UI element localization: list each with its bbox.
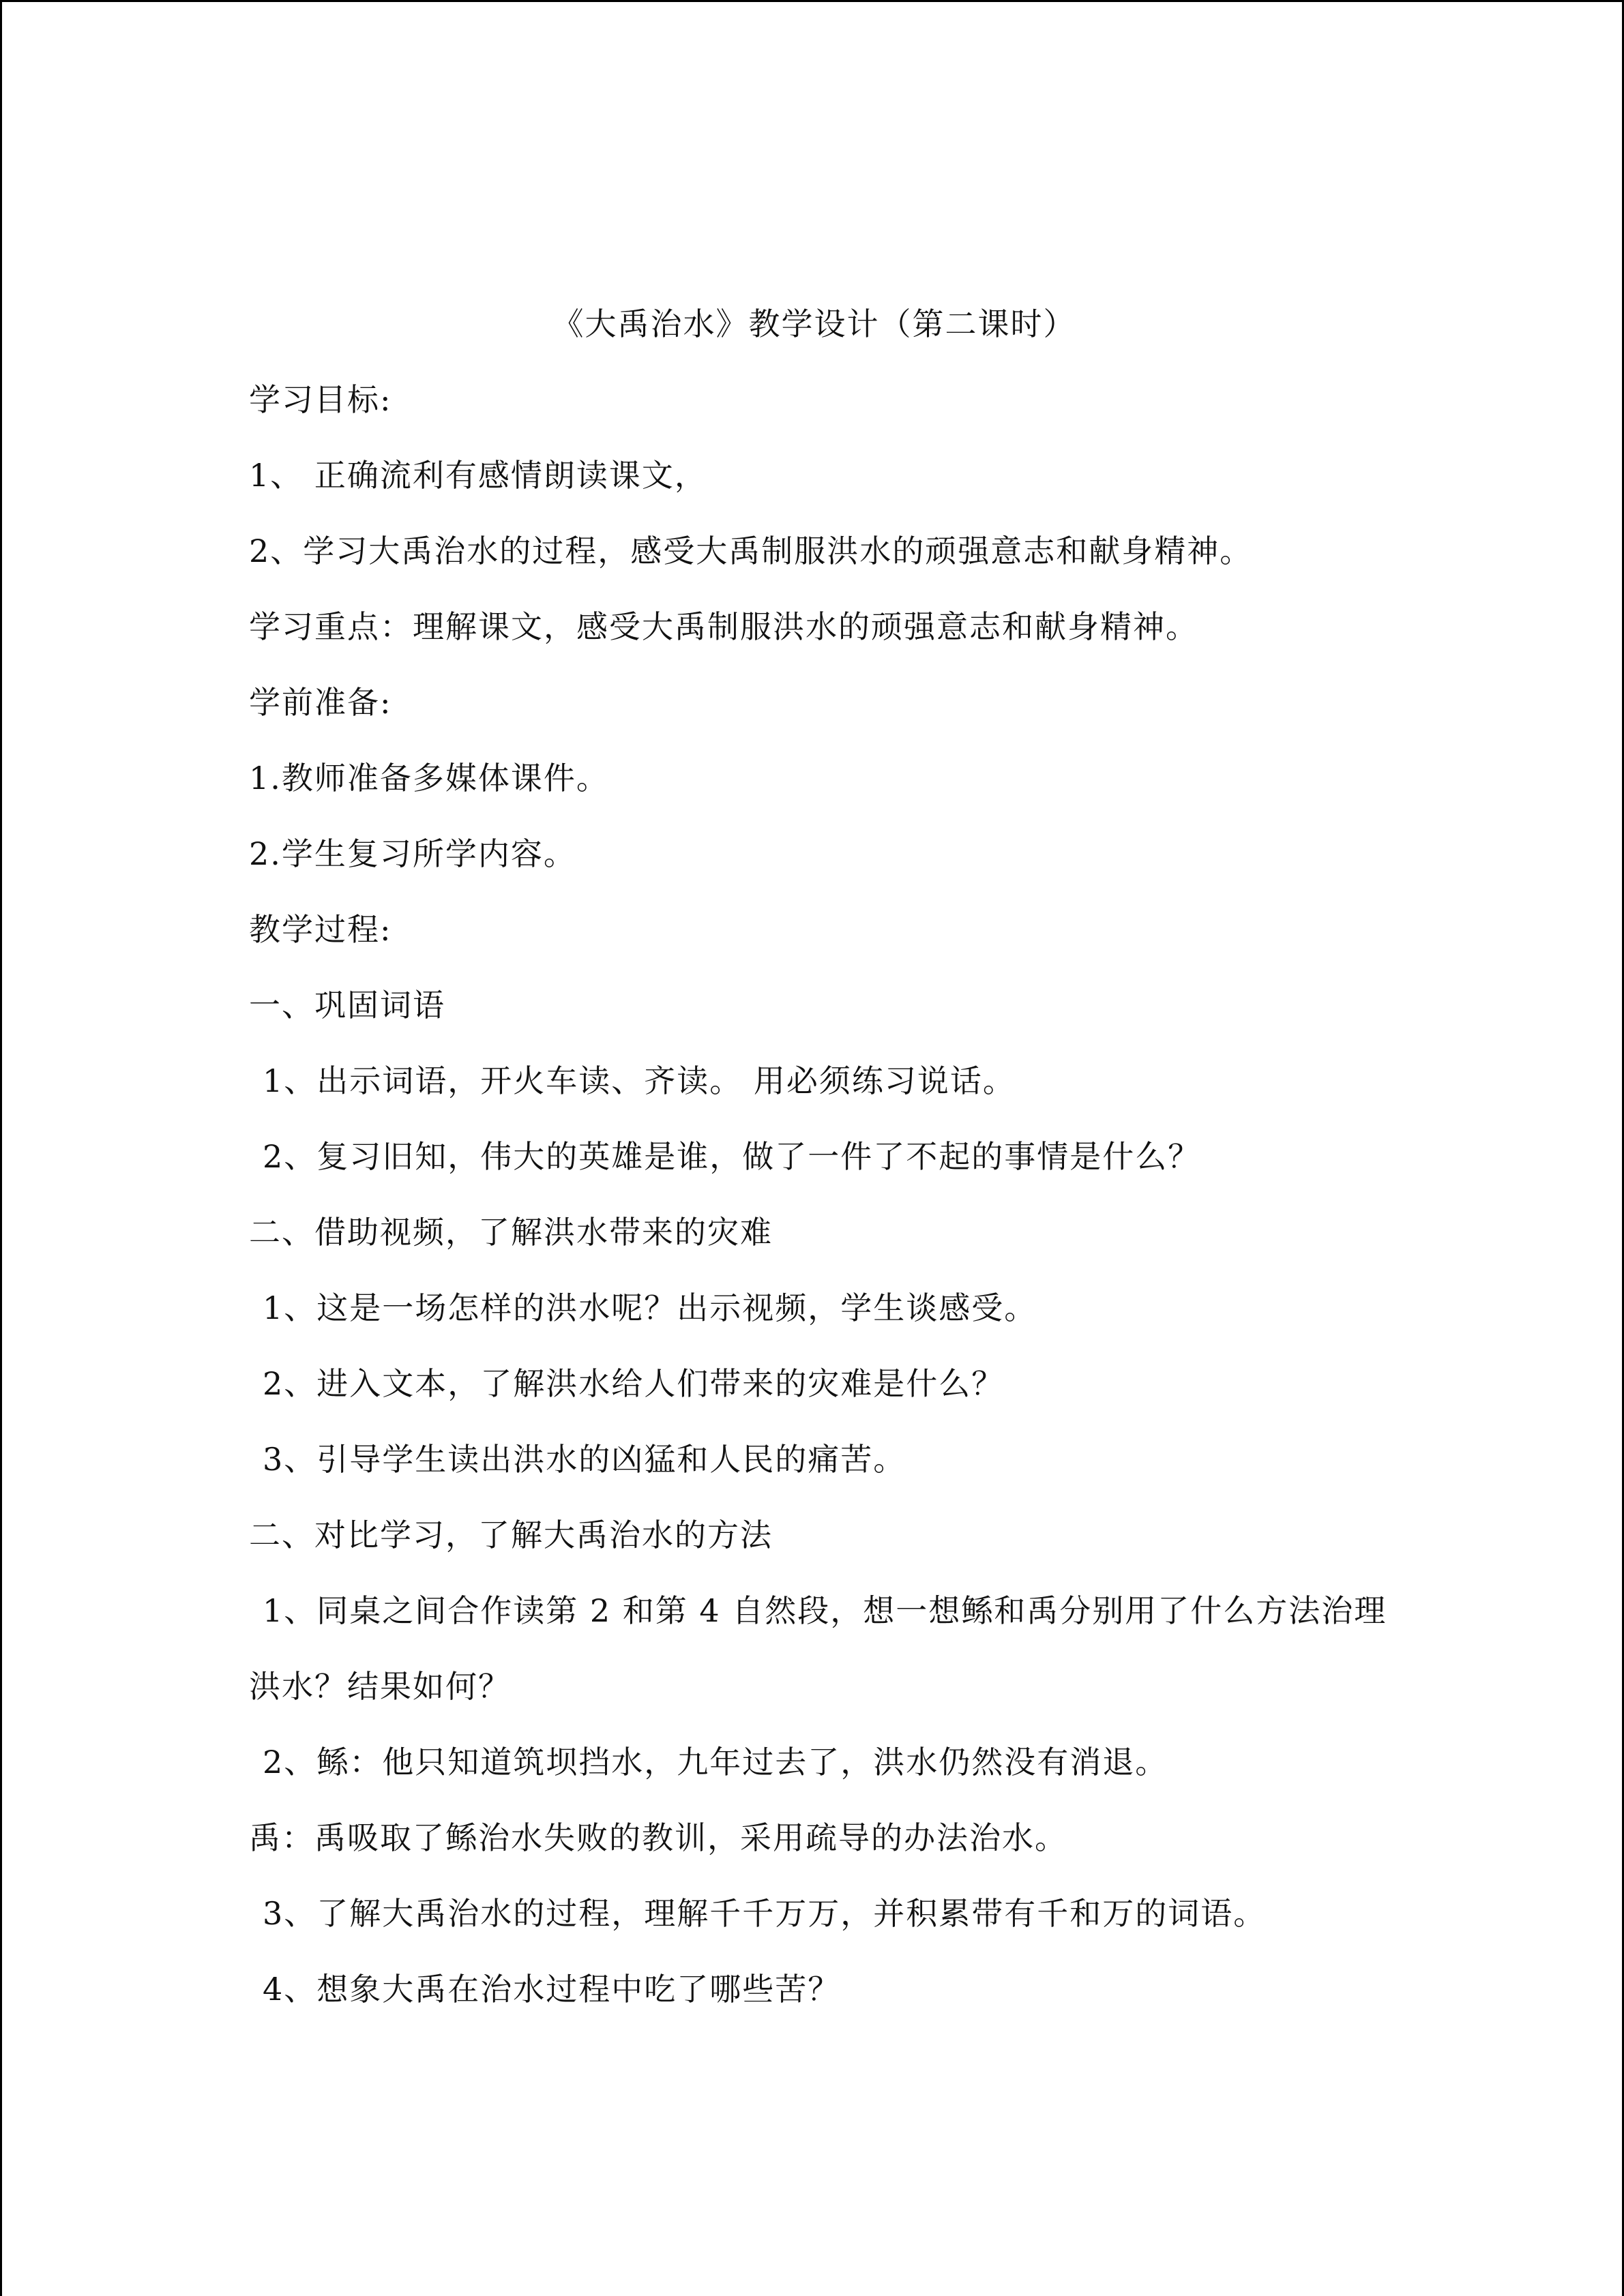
- heading-learning-goals: 学习目标:: [249, 381, 392, 418]
- section-3-item-4: 4、想象大禹在治水过程中吃了哪些苦？: [263, 1971, 841, 2008]
- section-1-item-2: 2、复习旧知，伟大的英雄是谁，做了一件了不起的事情是什么？: [263, 1138, 1201, 1175]
- section-3-item-2: 2、鲧：他只知道筑坝挡水，九年过去了，洪水仍然没有消退。: [263, 1744, 1168, 1780]
- heading-preparation: 学前准备:: [249, 684, 392, 721]
- section-2-item-2: 2、进入文本，了解洪水给人们带来的灾难是什么？: [263, 1365, 1005, 1402]
- preparation-item-1: 1.教师准备多媒体课件。: [249, 760, 609, 796]
- goal-item-2: 2、学习大禹治水的过程，感受大禹制服洪水的顽强意志和献身精神。: [249, 533, 1253, 569]
- goal-item-1: 1、 正确流利有感情朗读课文，: [249, 457, 707, 494]
- section-3-item-1-continued: 洪水？结果如何？: [249, 1668, 511, 1705]
- section-3-item-1: 1、同桌之间合作读第 2 和第 4 自然段，想一想鲧和禹分别用了什么方法治理: [263, 1592, 1387, 1629]
- section-heading-3: 二、对比学习，了解大禹治水的方法: [249, 1517, 773, 1553]
- section-1-item-1: 1、出示词语，开火车读、齐读。 用必须练习说话。: [263, 1062, 1016, 1099]
- section-2-item-3: 3、引导学生读出洪水的凶猛和人民的痛苦。: [263, 1441, 906, 1478]
- learning-focus: 学习重点：理解课文，感受大禹制服洪水的顽强意志和献身精神。: [249, 608, 1198, 645]
- section-2-item-1: 1、这是一场怎样的洪水呢？出示视频，学生谈感受。: [263, 1289, 1037, 1326]
- document-title: 《大禹治水》教学设计（第二课时）: [552, 305, 1076, 342]
- section-3-item-3: 3、了解大禹治水的过程，理解千千万万，并积累带有千和万的词语。: [263, 1895, 1267, 1932]
- section-heading-1: 一、巩固词语: [249, 987, 445, 1024]
- heading-teaching-process: 教学过程:: [249, 911, 392, 948]
- preparation-item-2: 2.学生复习所学内容。: [249, 835, 576, 872]
- section-heading-2: 二、借助视频，了解洪水带来的灾难: [249, 1214, 773, 1251]
- section-3-item-2-yu: 禹：禹吸取了鲧治水失败的教训，采用疏导的办法治水。: [249, 1819, 1067, 1856]
